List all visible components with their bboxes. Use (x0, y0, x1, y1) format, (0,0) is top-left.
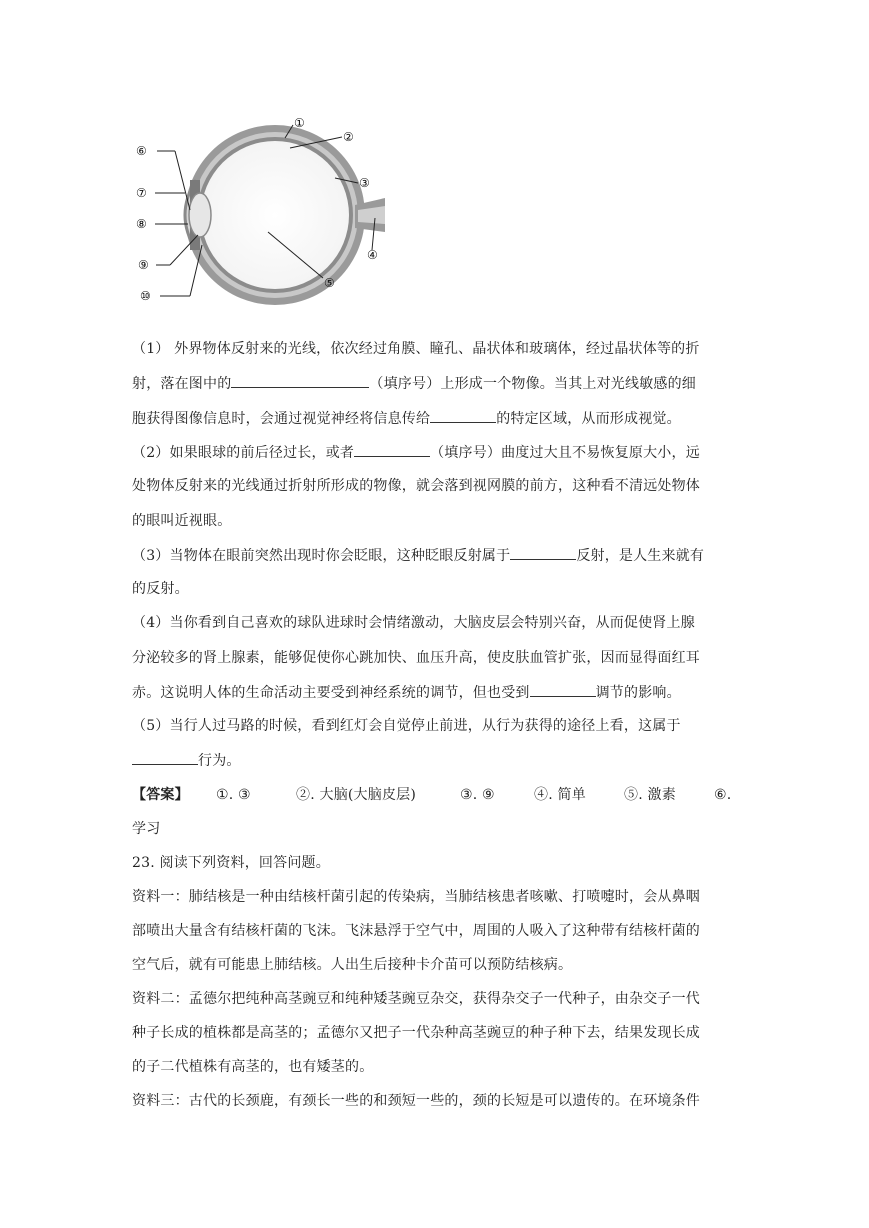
answer-6-continued: 学习 (132, 821, 161, 837)
label-10: ⑩ (140, 289, 151, 303)
answer-blank[interactable] (530, 682, 596, 697)
q5-line-1: （5）当行人过马路的时候，看到红灯会自觉停止前进，从行为获得的途径上看，这属于 (132, 718, 681, 734)
material-1-line-3: 空气后，就有可能患上肺结核。人出生后接种卡介苗可以预防结核病。 (132, 957, 573, 973)
label-8: ⑧ (136, 217, 147, 231)
answer-6: ⑥. (714, 787, 732, 803)
answer-1: ①. ③ (216, 787, 251, 803)
q2-line-2: 处物体反射来的光线通过折射所形成的物像，就会落到视网膜的前方，这种看不清远处物体 (132, 478, 700, 494)
label-9: ⑨ (138, 258, 149, 272)
label-1: ① (294, 116, 305, 130)
q1-line-3-text-b: 的特定区域，从而形成视觉。 (496, 411, 681, 427)
q1-line-1: （1） 外界物体反射来的光线，依次经过角膜、瞳孔、晶状体和玻璃体，经过晶状体等的折 (132, 341, 700, 357)
material-2-line-2: 种子长成的植株都是高茎的；孟德尔又把子一代杂种高茎豌豆的种子种下去，结果发现长成 (132, 1025, 700, 1041)
q4-line-3-text-b: 调节的影响。 (595, 685, 681, 701)
answer-tag: 【答案】 (132, 787, 189, 803)
q1-line-2 (132, 373, 738, 394)
q4-line-1: （4）当你看到自己喜欢的球队进球时会情绪激动，大脑皮层会特别兴奋，从而促使肾上腺 (132, 615, 695, 631)
label-4: ④ (367, 248, 378, 262)
q3-line-1-text-b: 反射，是人生来就有 (576, 548, 705, 564)
q4-line-3 (132, 682, 738, 703)
q3-line-2: 的反射。 (132, 581, 189, 597)
q2-line-3: 的眼叫近视眼。 (132, 513, 232, 529)
material-1-line-2: 部喷出大量含有结核杆菌的飞沫。飞沫悬浮于空气中，周围的人吸入了这种带有结核杆菌的 (132, 923, 700, 939)
label-7: ⑦ (136, 186, 147, 200)
label-6: ⑥ (136, 144, 147, 158)
answer-blank[interactable] (430, 408, 496, 423)
answer-blank[interactable] (231, 373, 369, 388)
q2-line-1-text-a: （2）如果眼球的前后径过长，或者 (132, 445, 355, 461)
material-2-line-3: 的子二代植株有高茎的，也有矮茎的。 (132, 1059, 374, 1075)
material-2-line-1: 资料二：孟德尔把纯种高茎豌豆和纯种矮茎豌豆杂交，获得杂交子一代种子，由杂交子一代 (132, 991, 700, 1007)
eyeball-diagram (130, 110, 390, 320)
q4-line-2: 分泌较多的肾上腺素，能够促使你心跳加快、血压升高，使皮肤血管扩张，因而显得面红耳 (132, 650, 700, 666)
q23-title: 23. 阅读下列资料，回答问题。 (132, 855, 330, 871)
q1-line-3-text-a: 胞获得图像信息时，会通过视觉神经将信息传给 (132, 411, 431, 427)
answer-2: ②. 大脑(大脑皮层) (296, 787, 417, 803)
answer-4: ④. 简单 (534, 787, 586, 803)
q3-line-1-text-a: （3）当物体在眼前突然出现时你会眨眼，这种眨眼反射属于 (132, 548, 511, 564)
label-5: ⑤ (324, 276, 335, 290)
material-3-line-1: 资料三：古代的长颈鹿，有颈长一些的和颈短一些的，颈的长短是可以遗传的。在环境条件 (132, 1093, 700, 1109)
q3-line-1 (132, 545, 738, 566)
q5-line-2 (132, 750, 738, 771)
q2-line-1-text-b: （填序号）曲度过大且不易恢复原大小，远 (430, 445, 700, 461)
q2-line-1 (132, 442, 738, 463)
label-2: ② (343, 130, 354, 144)
answer-3: ③. ⑨ (460, 787, 495, 803)
answer-blank[interactable] (510, 545, 576, 560)
eyeball-shape (185, 125, 385, 305)
answer-blank[interactable] (132, 750, 198, 765)
q4-line-3-text-a: 赤。这说明人体的生命活动主要受到神经系统的调节，但也受到 (132, 685, 530, 701)
q5-line-2-text-b: 行为。 (198, 753, 241, 769)
answer-blank[interactable] (354, 442, 430, 457)
q1-line-2-text-a: 射，落在图中的 (132, 376, 232, 392)
q1-line-2-text-b: （填序号）上形成一个物像。当其上对光线敏感的细 (369, 376, 697, 392)
material-1-line-1: 资料一：肺结核是一种由结核杆菌引起的传染病，当肺结核患者咳嗽、打喷嚏时，会从鼻咽 (132, 889, 700, 905)
label-3: ③ (359, 176, 370, 190)
answer-row (132, 785, 738, 805)
answer-5: ⑤. 激素 (624, 787, 676, 803)
q1-line-3 (132, 408, 738, 429)
